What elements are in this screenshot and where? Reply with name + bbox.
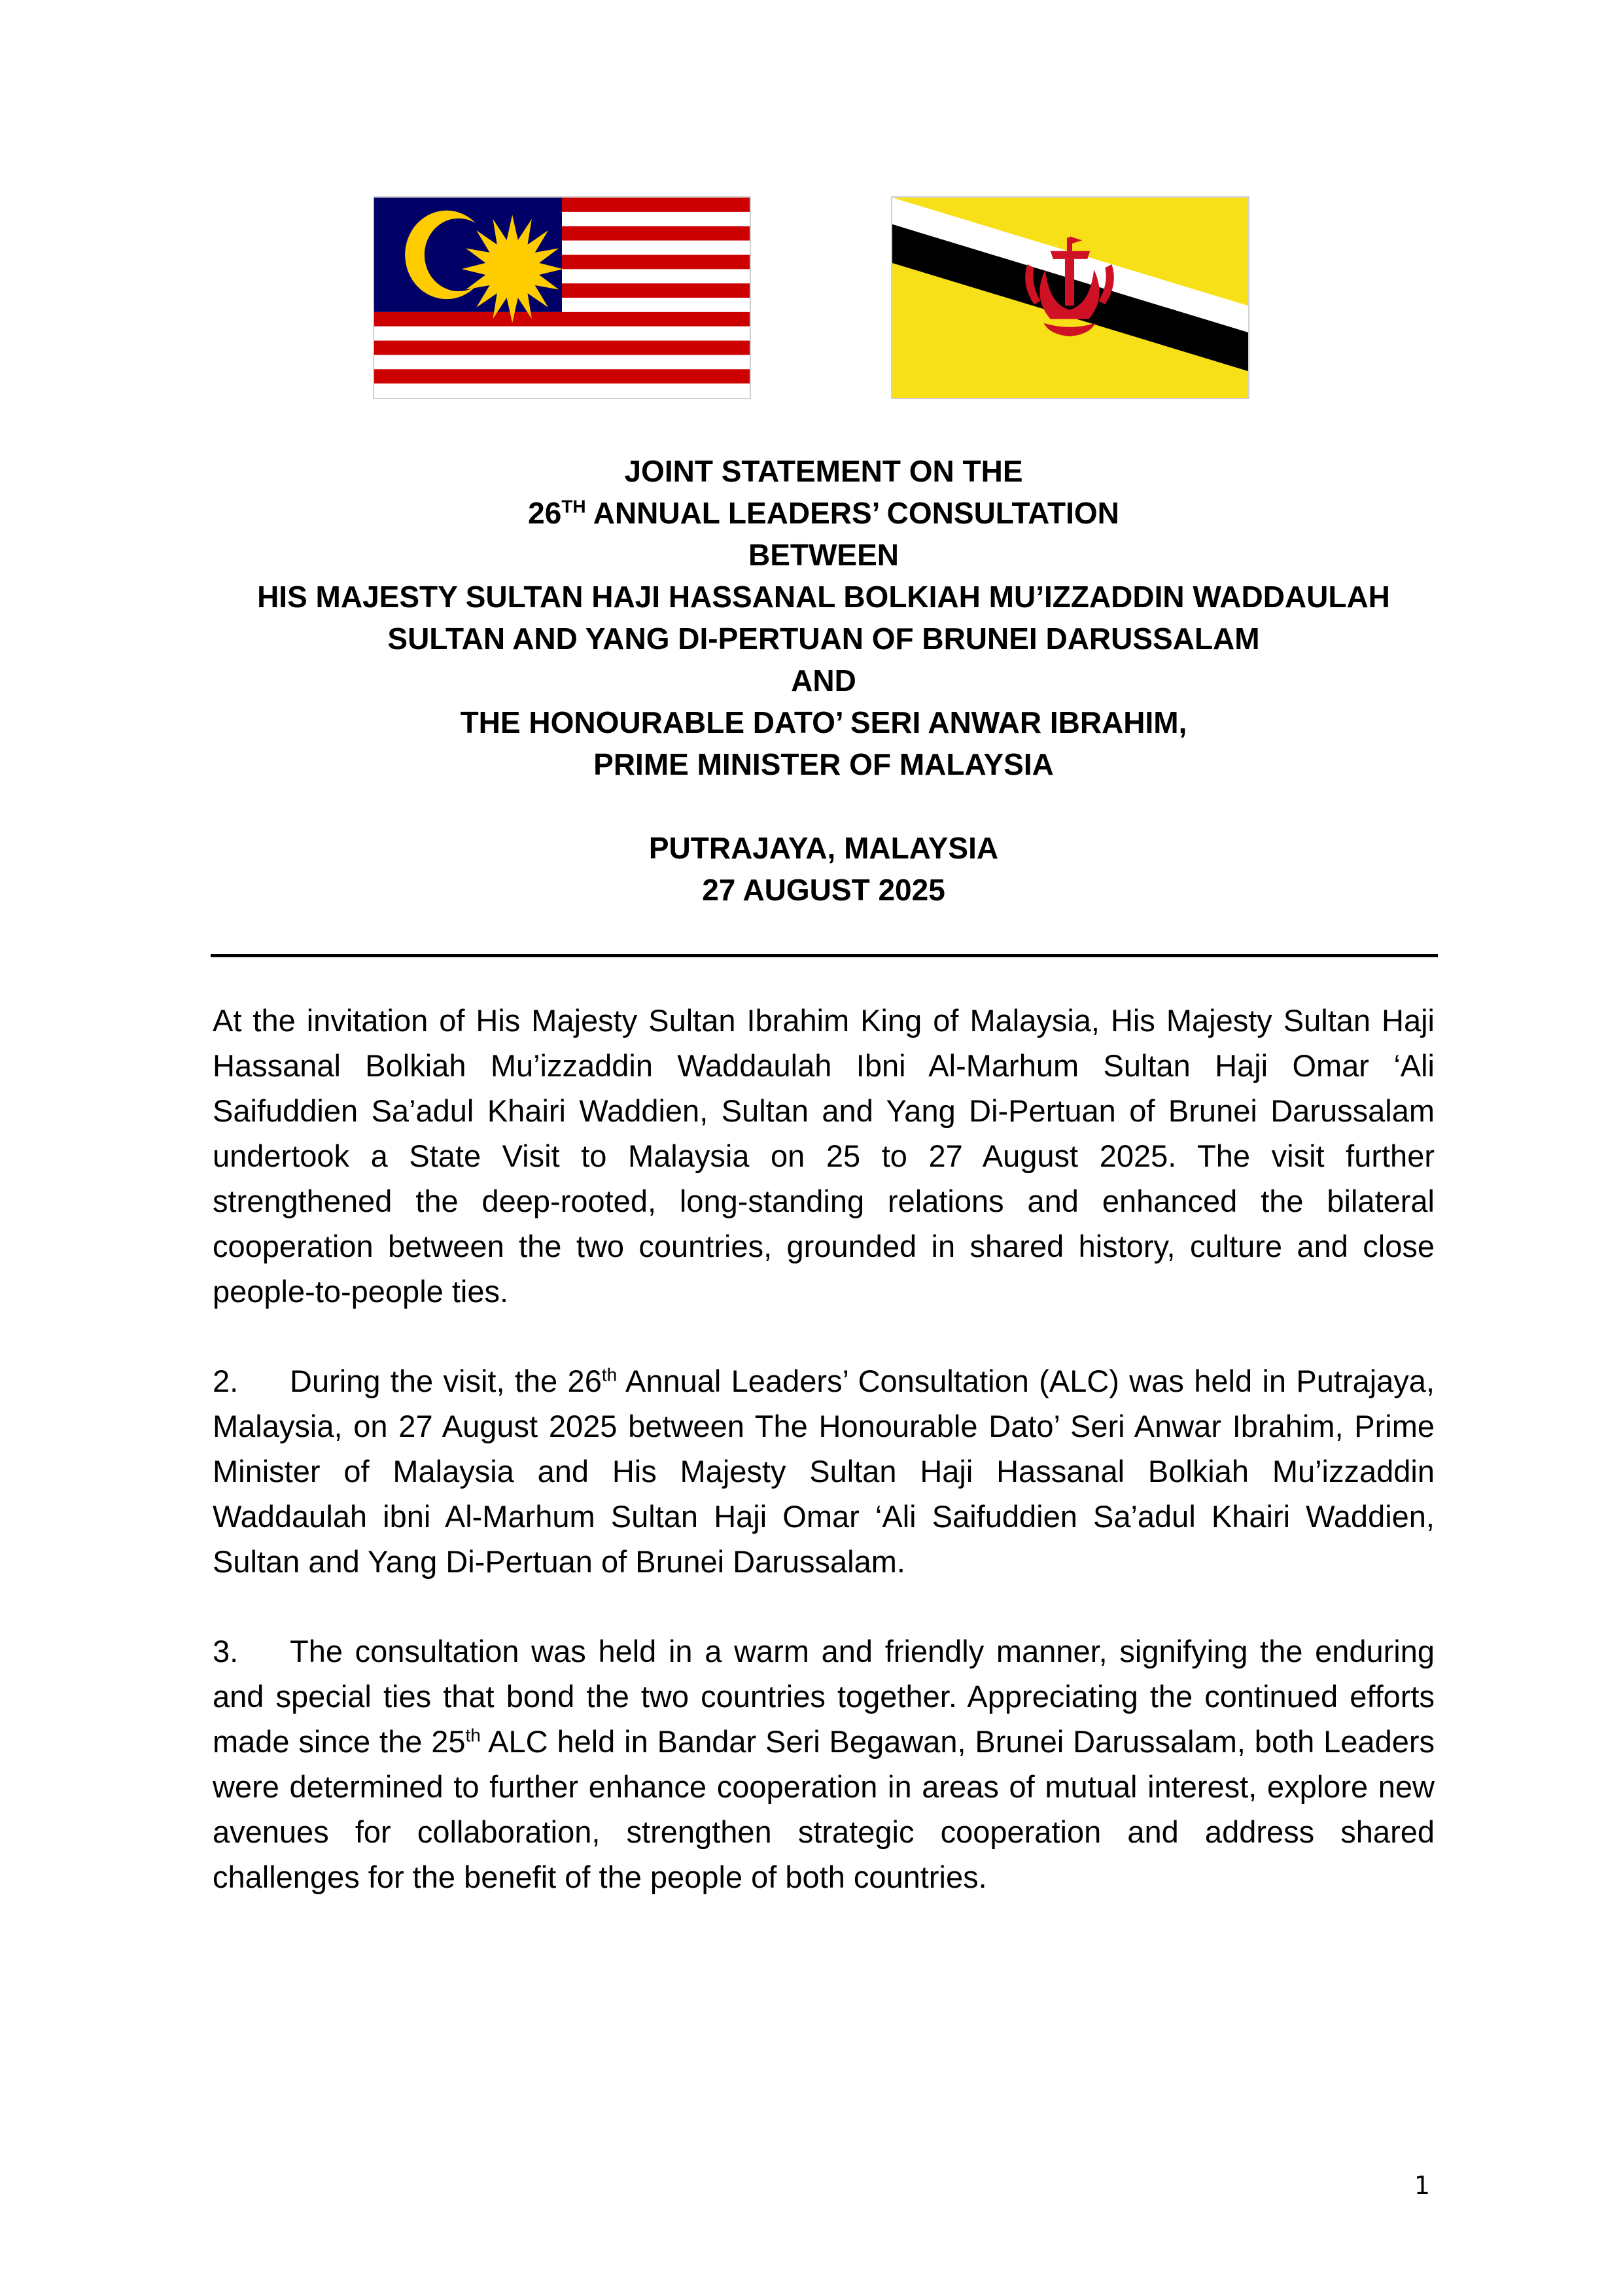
title-line-6: AND: [791, 663, 856, 698]
malaysia-flag-icon: [373, 196, 751, 399]
statement-date: 27 AUGUST 2025: [702, 873, 945, 907]
title-line-1: JOINT STATEMENT ON THE: [624, 454, 1023, 488]
statement-place: PUTRAJAYA, MALAYSIA: [648, 831, 999, 865]
title-line-2-rest: ANNUAL LEADERS’ CONSULTATION: [585, 496, 1119, 530]
title-line-3: BETWEEN: [748, 538, 899, 572]
title-line-2: [196, 492, 1451, 534]
statement-body: [213, 998, 1435, 1944]
paragraph-2: 2. During the visit, the 26th Annual Leaders’ Consultation (ALC) was held in Putrajaya, Malaysia, on 27 August 2025 between The Honourable Dato’ Seri Anwar Ibrahim, Prime Minister of Malaysia and His Majesty Sultan Haji Hassanal Bolkiah Mu’izzaddin Waddaulah ibni Al-Marhum Sultan Haji Omar ‘Ali Saifuddien Sa’adul Khairi Waddien, Sultan and Yang Di-Pertuan of Brunei Darussalam.: [213, 1358, 1435, 1584]
paragraph-3-number: 3.: [213, 1634, 239, 1669]
paragraph-3: 3. The consultation was held in a warm and friendly manner, signifying the enduring and special ties that bond the two countries together. Appreciating the continued efforts made since the 25th ALC held in Bandar Seri Begawan, Brunei Darussalam, both Leaders were determined to further enhance cooperation in areas of mutual interest, explore new avenues for collaboration, strengthen strategic cooperation and address shared challenges for the benefit of the people of both countries.: [213, 1629, 1435, 1899]
title-line-7: THE HONOURABLE DATO’ SERI ANWAR IBRAHIM,: [460, 705, 1187, 739]
paragraph-2-number: 2.: [213, 1364, 239, 1398]
paragraph-1: At the invitation of His Majesty Sultan Ibrahim King of Malaysia, His Majesty Sultan Haji Hassanal Bolkiah Mu’izzaddin Waddaulah Ibni Al-Marhum Sultan Haji Omar ‘Ali Saifuddien Sa’adul Khairi Waddien, Sultan and Yang Di-Pertuan of Brunei Darussalam undertook a State Visit to Malaysia on 25 to 27 August 2025. The visit further strengthened the deep-rooted, long-standing relations and enhanced the bilateral cooperation between the two countries, grounded in shared history, culture and close people-to-people ties.: [213, 1003, 1435, 1309]
title-line-4: HIS MAJESTY SULTAN HAJI HASSANAL BOLKIAH MU’IZZADDIN WADDAULAH: [257, 580, 1390, 614]
title-ordinal-number: 26: [528, 496, 562, 530]
brunei-flag-icon: [891, 196, 1249, 399]
title-divider: [211, 954, 1438, 957]
title-line-5: SULTAN AND YANG DI-PERTUAN OF BRUNEI DARUSSALAM: [387, 622, 1260, 656]
title-ordinal-suffix: TH: [561, 496, 586, 517]
title-line-8: PRIME MINISTER OF MALAYSIA: [593, 747, 1054, 781]
page-number: 1: [1414, 2171, 1430, 2200]
statement-title: [196, 450, 1451, 911]
